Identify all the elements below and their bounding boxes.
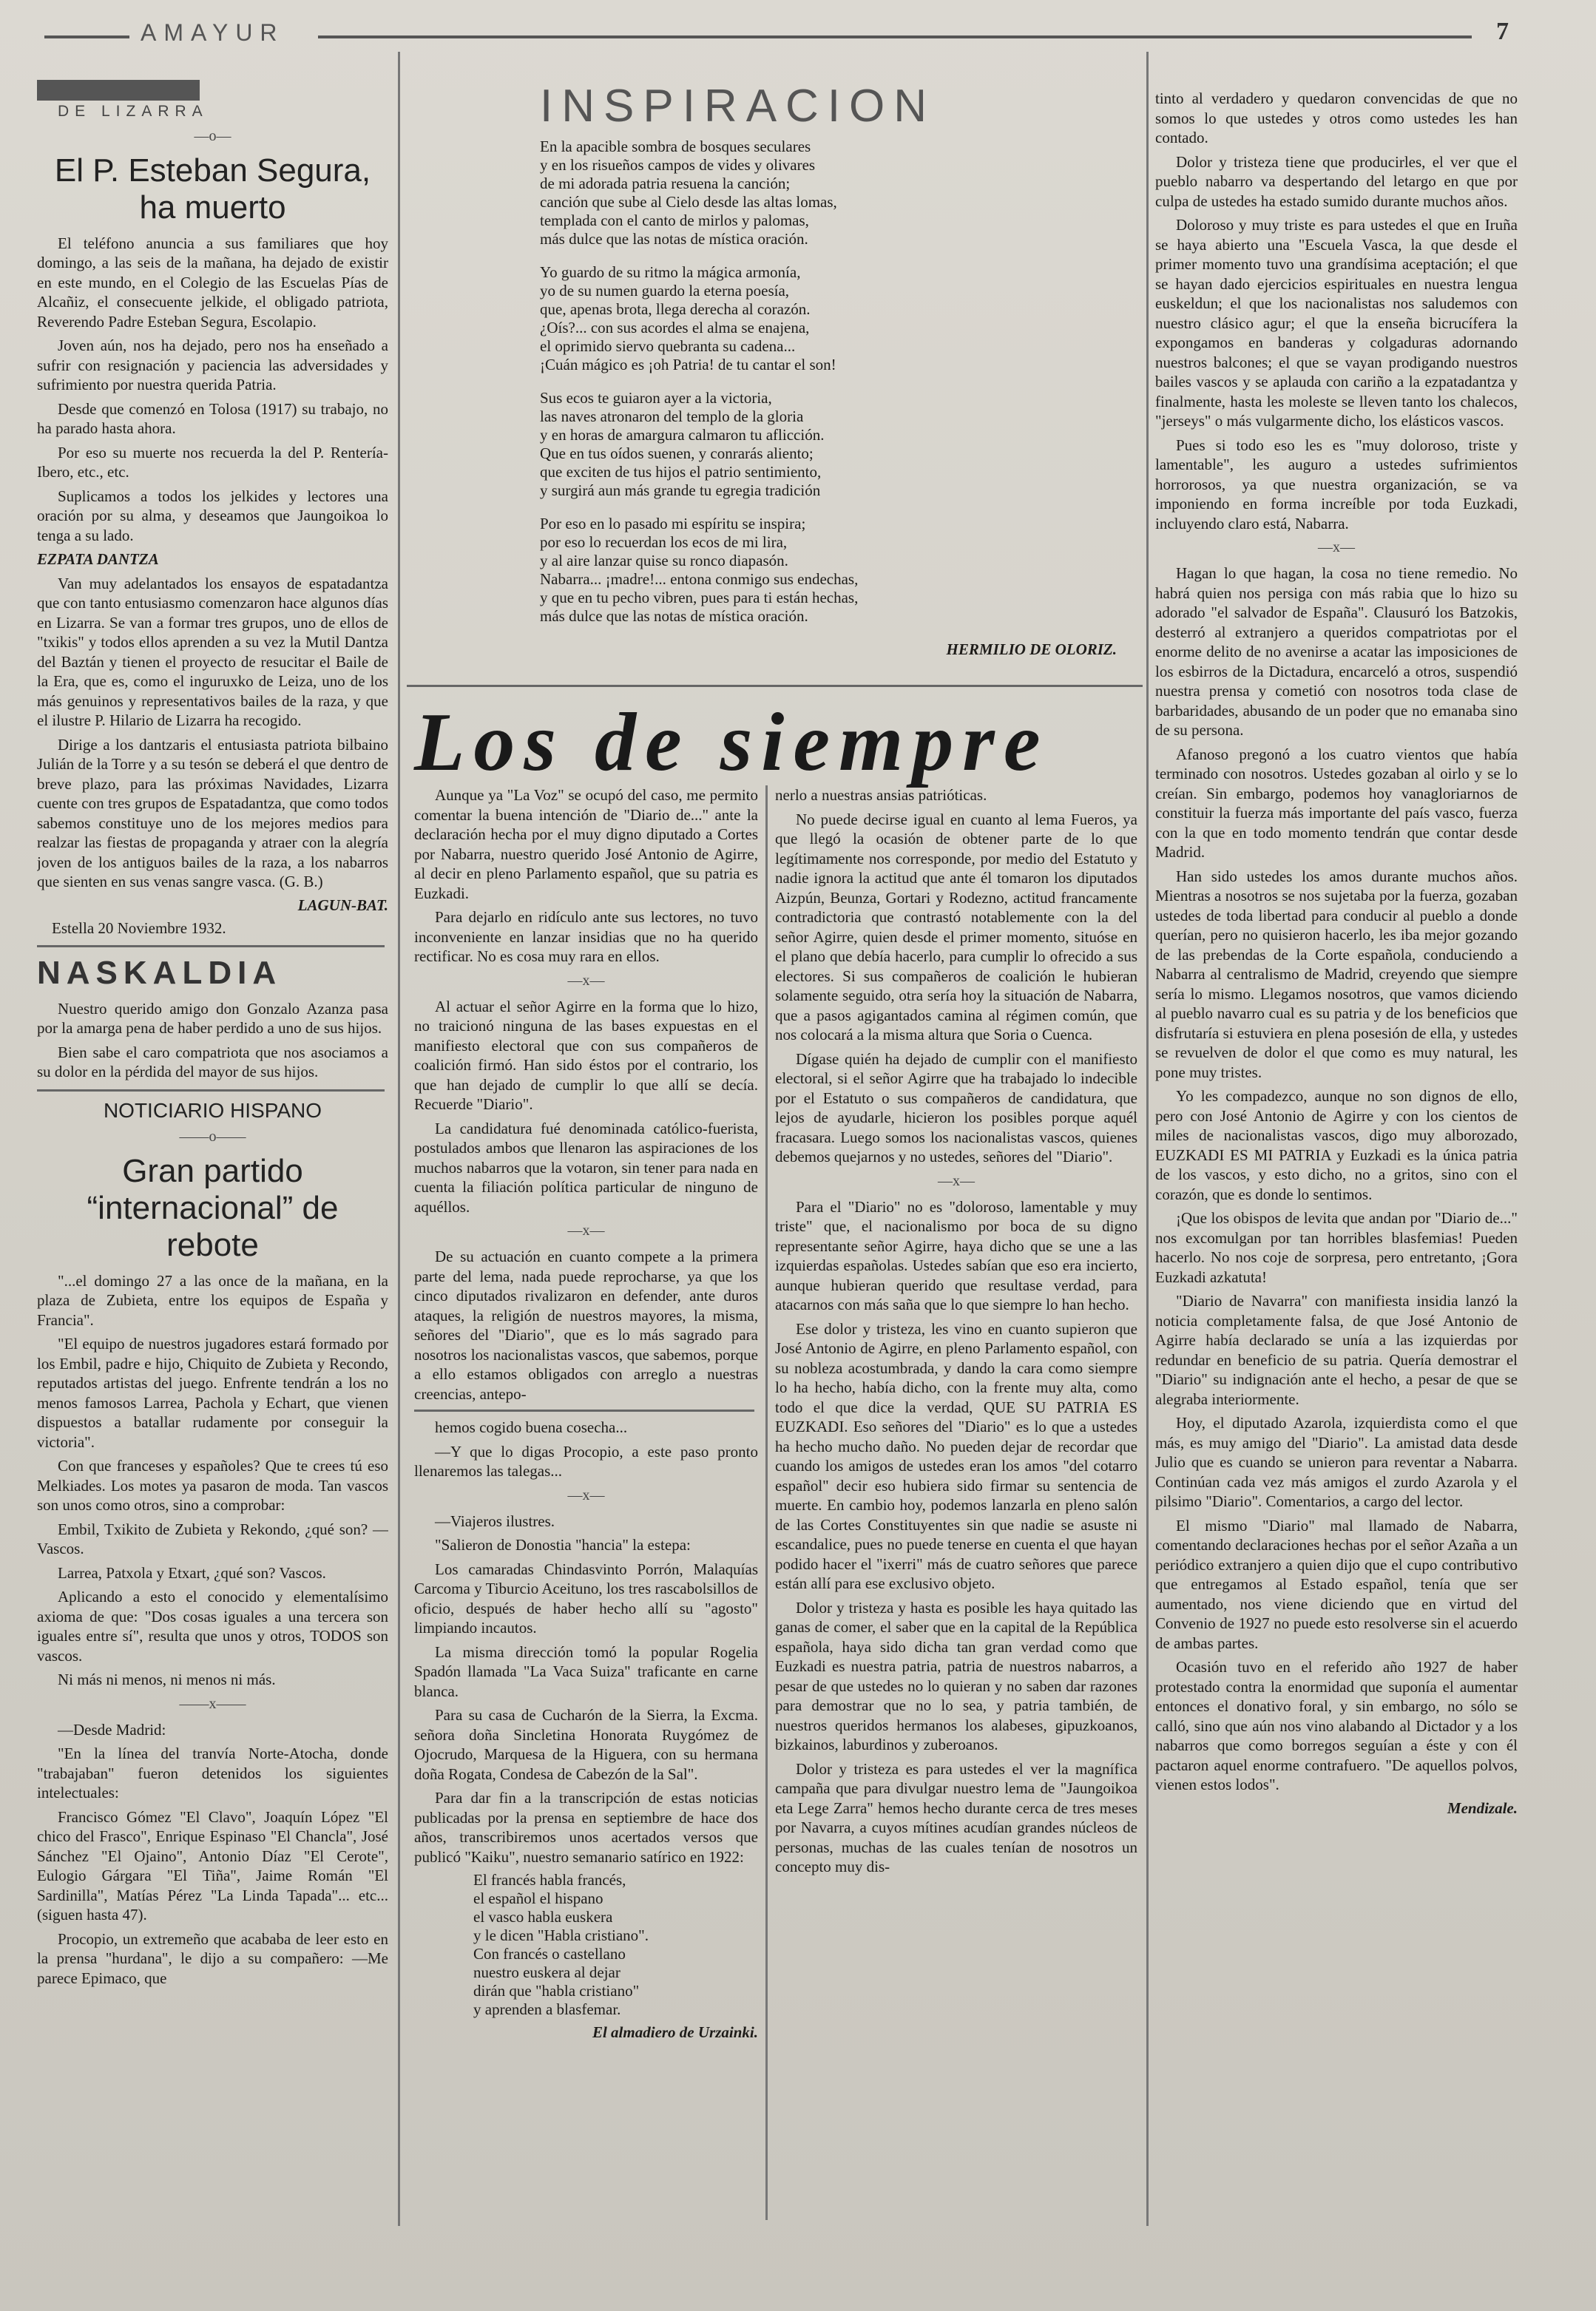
verse-line: más dulce que las notas de mística oración. [540, 607, 808, 625]
paragraph: "Diario de Navarra" con manifiesta insidia lanzó la noticia completamente falsa, de que José Antonio de Agirre había declarado se unía a las izquierdas por redundar en beneficio de su patria. Quería demostrar el "Diario" su indignación ante el hecho, a pesar de que se alegraba interiormente. [1155, 1292, 1518, 1408]
noticiario-title: NOTICIARIO HISPANO [103, 1098, 322, 1122]
verse-line: En la apacible sombra de bosques seculares [540, 138, 811, 155]
verse-line: y en horas de amargura calmaron tu aflicción. [540, 426, 825, 444]
paragraph: Para dejarlo en ridículo ante sus lectores, no tuvo inconveniente en lanzar insidias que no ha querido rectificar. No es cosa muy rara en ellos. [414, 908, 758, 965]
article-column-a [414, 785, 758, 2226]
section-rule [407, 685, 1143, 687]
paper-name: AMAYUR [141, 19, 285, 46]
verse-line: el vasco habla euskera [473, 1908, 613, 1926]
verse-line: yo de su numen guardo la eterna poesía, [540, 282, 790, 300]
column-rule [398, 52, 400, 2226]
paragraph: ¡Que los obispos de levita que andan por "Diario de..." nos excomulgan por tan horribles blasfemias! Pueden hacerlo. No nos coje de sorpresa, pero entretanto, ¡Gora Euzkadi azkatuta! [1155, 1209, 1518, 1286]
separator: ——x—— [179, 1695, 246, 1712]
masthead-rule [44, 35, 129, 38]
verse-line: Nabarra... ¡madre!... entona conmigo sus endechas, [540, 570, 859, 588]
verse-line: y en los risueños campos de vides y olivares [540, 156, 816, 174]
headline: El P. Esteban Segura, ha muerto [54, 152, 371, 226]
paragraph: Doloroso y muy triste es para ustedes el que en Iruña se haya abierto una "Escuela Vasca, la que desde el primer momento tuvo una grandísima aceptación; el que se hayan dado ejercicios espirituales en nuestra lengua euskeldun; el que los nacionalistas nos saludemos con nuestro clásico agur; el que la enseña bicrucífera la expongamos en banderas y colgaduras adornando nuestros balcones; el que se vayan prodigando nuestros bailes vascos y se aplauda con cariño a la ezpatadantza y finalmente, hasta les moleste se lleven tanto los chalecos, "jerseys" o más vulgarmente dicho, los elásticos vascos. [1155, 216, 1518, 430]
verse-line: El francés habla francés, [473, 1871, 626, 1889]
verse-line: más dulce que las notas de mística oración. [540, 230, 808, 248]
verse-line: por eso lo recuerdan los ecos de mi lira, [540, 533, 788, 551]
verse-line: dirán que "habla cristiano" [473, 1982, 640, 2000]
signature: El almadiero de Urzainki. [592, 2023, 758, 2041]
column-rule [1146, 52, 1149, 2226]
paragraph: Para dar fin a la transcripción de estas noticias publicadas por la prensa en septiembre de hace dos años, transcribiremos unos acertados versos que publicó "Kaiku", nuestro semanario satírico en 1922: [414, 1789, 758, 1866]
paragraph: Ese dolor y tristeza, les vino en cuanto supieron que José Antonio de Agirre, en pleno Parlamento español, con su nobleza acostumbrada, y dando la cara como siempre lo ha hecho, había dicho, con la frente muy alta, como todo el que dice la verdad, QUE SU PATRIA ES EUZKADI. Eso señores del "Diario" es lo que a ustedes ha hecho mucho daño. No pueden dejar de recordar que cuando los amigos de ustedes eran los amos "del cotarro español" decir eso hubiera sido firmar su sentencia de muerte. En cambio hoy, podemos lanzarla en pleno salón de las Cortes Constituyentes sin que nadie se asuste ni escandalice, pues no puede tenerse en cuenta el que hayan podido hacer el "ixerri" más de cuatro señores que parece están allí para ese exclusivo objeto. [775, 1319, 1137, 1592]
paragraph: —Y que lo digas Procopio, a este paso pronto llenaremos las talegas... [414, 1442, 758, 1480]
separator: —x— [567, 1222, 605, 1239]
paragraph: Dolor y tristeza tiene que producirles, el ver que el pueblo nabarro va despertando del letargo en que por culpa de ustedes ha estado sumido durante muchos años. [1155, 152, 1518, 210]
paragraph: Por eso su muerte nos recuerda la del P. Rentería-Ibero, etc., etc. [37, 443, 388, 481]
paragraph: Dolor y tristeza es para ustedes el ver la magnífica campaña que para divulgar nuestro lema de "Jaungoikoa eta Lege Zarra" hemos hecho durante cerca de tres meses por Navarra, a cuyos mítines acudían grandes núcleos de personas, muchas de las cuales tenían de nosotros un concepto muy dis- [775, 1759, 1137, 1875]
paragraph: Hoy, el diputado Azarola, izquierdista como el que más, es muy amigo del "Diario". La amistad data desde Julio que es cuando se unieron para reventar a Nabarra. Continúan cada vez más amigos el zurdo Azarola y el pilsimo "Diario". Comentarios, a cargo del lector. [1155, 1414, 1518, 1510]
paragraph: tinto al verdadero y quedaron convencidas de que no somos lo que ustedes y otros como ustedes les han contado. [1155, 89, 1518, 146]
paragraph: hemos cogido buena cosecha... [435, 1418, 628, 1436]
verse-line: ¿Oís?... con sus acordes el alma se enajena, [540, 319, 810, 336]
section-rule [414, 1410, 754, 1412]
paragraph: Han sido ustedes los amos durante muchos años. Mientras a nosotros se nos sujetaba por la fuerza, gozaban ustedes de toda libertad para conducir al pueblo a donde querían, pero no quisieron hacerlo, les iba mejor gozando de las prebendas de la Corte española, conduciendo a Nabarra al centralismo de Madrid, creyendo que siempre sería lo mismo. Llegamos nosotros, que vamos diciendo al pueblo navarro cual es su patria y de los beneficios que disfrutaría si estuviera en plena posesión de ella, y ustedes se revuelven de dolor el que como es muy natural, les pone muy tristes. [1155, 867, 1518, 1081]
paragraph: Al actuar el señor Agirre en la forma que lo hizo, no traicionó ninguna de las bases expuestas en el manifiesto electoral que con sus compañeros de coalición firmó. Han sido éstos por el contrario, los que han dejado de cumplir lo que allí se decía. Recuerde "Diario". [414, 997, 758, 1113]
column-left [37, 74, 388, 2226]
verse-line: y que en tu pecho vibren, pues para ti están hechas, [540, 589, 859, 606]
verse-line: de mi adorada patria resuena la canción; [540, 175, 791, 192]
paragraph: Ni más ni menos, ni menos ni más. [58, 1671, 276, 1688]
ornament: —o— [194, 127, 231, 144]
paragraph: Aunque ya "La Voz" se ocupó del caso, me permito comentar la buena intención de "Diario de..." ante la declaración hecha por el muy digno diputado a Cortes por Nabarra, nuestro querido José Antonio de Agirre, al decir en pleno Parlamento español, que su patria es Euzkadi. [414, 786, 758, 902]
article-title: Los de siempre [414, 697, 1049, 788]
verse-line: nuestro euskera al dejar [473, 1963, 621, 1981]
paragraph: La candidatura fué denominada católico-fuerista, postulados ambos que llenaron las aspiraciones de los muchos nabarros que la votaron, sin tener para nada en cuenta la filiación política particular de ninguno de aquéllos. [414, 1119, 758, 1216]
section-rule [37, 1089, 385, 1092]
paragraph: Nuestro querido amigo don Gonzalo Azanza pasa por la amarga pena de haber perdido a uno de sus hijos. [37, 999, 388, 1037]
article-column-b [775, 785, 1137, 2226]
page-number: 7 [1496, 18, 1509, 45]
paragraph: Suplicamos a todos los jelkides y lectores una oración por su alma, y deseamos que Jaungoikoa lo tenga a su lado. [37, 487, 388, 544]
verse-line: ¡Cuán mágico es ¡oh Patria! de tu cantar el son! [540, 356, 836, 373]
verse-line: y surgirá aun más grande tu egregia tradición [540, 481, 821, 499]
separator: —x— [938, 1172, 975, 1189]
signature: LAGUN-BAT. [297, 896, 388, 914]
paragraph: El mismo "Diario" mal llamado de Nabarra, comentando declaraciones hechas por el señor Azaña a un periódico extranjero a quien dijo que el cupo contributivo que entregamos al Estado español, tenía que ser aumentado, nos viene diciendo que en virtud del Convenio de 1927 no puede esto resolverse sin el acuerdo de ambas partes. [1155, 1516, 1518, 1652]
paragraph: Pues si todo eso les es "muy doloroso, triste y lamentable", les auguro a ustedes sufrimientos horrorosos, ya que nuestra organización, se va imponiendo en forma increíble por toda Euzkadi, incluyendo claro está, Nabarra. [1155, 436, 1518, 532]
headline: Gran partido “internacional” de rebote [87, 1152, 339, 1263]
paragraph: Procopio, un extremeño que acababa de leer esto en la prensa "hurdana", le dijo a su compañero: —Me parece Epimaco, que [37, 1929, 388, 1987]
verse-line: y al aire lanzar quise su ronco diapasón. [540, 552, 788, 569]
subheading: EZPATA DANTZA [37, 550, 159, 568]
paragraph: Larrea, Patxola y Etxart, ¿qué son? Vascos. [58, 1563, 326, 1582]
paragraph: Para el "Diario" no es "doloroso, lamentable y muy triste" que, el nacionalismo por boca de su digno representante señor Agirre, haya dicho que se une a las izquierdas españolas. Ustedes sabían que eso era incierto, aunque hubieran querido que resultase verdad, para atacarnos con más saña que lo que siempre lo han hecho. [775, 1197, 1137, 1313]
poem [414, 1871, 758, 2019]
section-rule [37, 945, 385, 947]
paragraph: Bien sabe el caro compatriota que nos asociamos a su dolor en la pérdida del mayor de sus hijos. [37, 1043, 388, 1080]
dateline: Estella 20 Noviembre 1932. [52, 918, 226, 937]
paragraph: "El equipo de nuestros jugadores estará formado por los Embil, padre e hijo, Chiquito de Zubieta y Recondo, reputados artistas del juego. Enfrente tendrán a los no menos famosos Larrea, Pachola y Echart, que vienen dispuestos a batallar rudamente por conseguir la victoria". [37, 1335, 388, 1451]
paragraph: La misma dirección tomó la popular Rogelia Spadón llamada "La Vaca Suiza" traficante en carne blanca. [414, 1642, 758, 1700]
paragraph: El teléfono anuncia a sus familiares que hoy domingo, a las seis de la mañana, ha dejado de existir en este mundo, en el Colegio de las Escuelas Pías de Alcañiz, el consecuente jelkide, el obligado patriota, Reverendo Padre Esteban Segura, Escolapio. [37, 234, 388, 331]
verse-line: Con francés o castellano [473, 1945, 626, 1963]
paragraph: "En la línea del tranvía Norte-Atocha, donde "trabajaban" fueron detenidos los siguientes intelectuales: [37, 1745, 388, 1801]
column-right [1155, 89, 1518, 2226]
verse-line: las naves atronaron del templo de la gloria [540, 407, 804, 425]
paragraph: Desde que comenzó en Tolosa (1917) su trabajo, no ha parado hasta ahora. [37, 399, 388, 437]
column-rule [765, 785, 768, 2220]
paragraph: Joven aún, nos ha dejado, pero nos ha enseñado a sufrir con resignación y paciencia las adversidades y sufrimiento por nuestra querida Patria. [37, 336, 388, 393]
paragraph: Van muy adelantados los ensayos de espatadantza que con tanto entusiasmo comenzaron hace algunos días en Lizarra. Se van a formar tres grupos, uno de ellos de "txikis" y todos ellos aprenden a su vez la Mutil Dantza del Baztán y tienen el proyecto de resucitar el Baile de la Era, que es, como el inguruxko de Leiza, uno de los más genuinos y representativos bailes de la raza, y que el ilustre P. Hilario de Lizarra ha recogido. [37, 574, 388, 729]
masthead [44, 16, 1538, 61]
paragraph: Francisco Gómez "El Clavo", Joaquín López "El chico del Frasco", Enrique Espinaso "El Chancla", José Sánchez "El Ojaino", Antonio Díaz "El Cerote", Eulogio Gárgara "El Tiña", Jaime Román "El Sardinilla", Matías Pérez "La Linda Tapada"... etc... (siguen hasta 47). [37, 1807, 388, 1923]
verse-line: Que en tus oídos suenen, y conrarás aliento; [540, 444, 814, 462]
separator: —x— [1318, 539, 1355, 555]
paragraph: Yo les compadezco, aunque no son dignos de ello, pero con José Antonio de Agirre y con los cientos de miles de nacionalistas vascos, digo muy alborozado, EUZKADI ES MI PATRIA y Euzkadi es la única patria de los vascos, y esto dicho, no a gritos, sino con el corazón, que es donde lo sentimos. [1155, 1087, 1518, 1203]
paragraph: Embil, Txikito de Zubieta y Rekondo, ¿qué son? —Vascos. [37, 1520, 388, 1557]
paragraph: Para su casa de Cucharón de la Sierra, la Excma. señora doña Sincletina Honorata Ruygómez de Ojocrudo, Marquesa de la Higuera, con su hermana doña Rogata, Condesa de Cabezón de la Sal". [414, 1706, 758, 1783]
ornament: ——o—— [179, 1128, 246, 1145]
verse-line: canción que sube al Cielo desde las altas lomas, [540, 193, 837, 211]
verse-line: Yo guardo de su ritmo la mágica armonía, [540, 263, 801, 281]
verse-line: Por eso en lo pasado mi espíritu se inspira; [540, 515, 806, 532]
verse-line: que, apenas brota, llega derecha al corazón. [540, 300, 811, 318]
paragraph: Aplicando a esto el conocido y elementalísimo axioma de que: "Dos cosas iguales a una tercera son iguales entre sí", resulta que unos y otros, TODOS son vascos. [37, 1588, 388, 1665]
stanza [540, 515, 1117, 626]
verse-line: templada con el canto de mirlos y palomas, [540, 212, 809, 229]
paragraph: No puede decirse igual en cuanto al lema Fueros, ya que llegó la ocasión de obtener parte de lo que legítimamente nos corresponde, por medio del Estatuto y nadie ignora la actitud que ante él tomaron los diputados Aizpún, Beunza, Gortari y Rodezno, actitud francamente contradictoria que contrastó notablemente con la del señor Agirre, quien desde el primer momento, situóse en el plano que debía hacerlo, para cumplir lo ofrecido a sus electores. Si sus compañeros de coalición le hubieran solamente seguido, otra sería hoy la situación de Nabarra, que a pasos agigantados camina al régimen común, que nos colocará a la misma altura que Soria o Cuenca. [775, 810, 1137, 1043]
verse-line: y aprenden a blasfemar. [473, 2000, 621, 2018]
masthead-rule [318, 35, 1472, 38]
paragraph: Ocasión tuvo en el referido año 1927 de haber protestado contra la enormidad que suponía el aumentar entonces el donativo foral, y sin embargo, no sólo se calló, sino que aún nos vino alabando al Dictador y a los nabarros que como borregos seguían a éste y con él pactaron aquel enorme contrafuero. "De aquellos polvos, vienen estos lodos". [1155, 1658, 1518, 1793]
paragraph: Hagan lo que hagan, la cosa no tiene remedio. No habrá quien nos persiga con más rabia que lo hizo su adorado "el salvador de España". Clausuró los Batzokis, desterró al extranjero a queridos compatriotas por el enorme delito de no avenirse a acatar las imposiciones de los esbirros de la Dictadura, encarceló a otros, suspendió nuestra prensa y cometió con nosotros toda clase de barbaridades, abusando de un poder que no emanaba sino de su persona. [1155, 564, 1518, 739]
paragraph: Dígase quién ha dejado de cumplir con el manifiesto electoral, si el señor Agirre que ha trabajado lo indecible por el Estatuto o sus compañeros de candidatura, que lejos de ayudarle, hicieron los posibles porque aquél fracasara. Luego somos los nacionalistas vascos, quienes debemos quejarnos y no ustedes, señores del "Diario". [775, 1049, 1137, 1165]
paragraph: —Viajeros ilustres. [435, 1512, 555, 1530]
naskaldia-title: NASKALDIA [37, 954, 283, 991]
signature: HERMILIO DE OLORIZ. [946, 640, 1117, 658]
paragraph: Dolor y tristeza y hasta es posible les haya quitado las ganas de comer, el saber que en la capital de la República española, haya sido dicha tan gran verdad como que Euzkadi es nuestra patria, patria de nuestros nabarros, a pesar de que ustedes no lo quieran y no saben dar razones para demostrar que no lo sea, y patria también, de nuestros queridos hermanos los alabeses, gipuzkoanos, bizkainos, laburdinos y zuberoanos. [775, 1598, 1137, 1753]
section-title: DE LIZARRA [58, 103, 209, 120]
paragraph: Los camaradas Chindasvinto Porrón, Malaquías Carcoma y Tiburcio Aceituno, los tres rascabolsillos de oficio, después de haber hecho allí su "agosto" limpiando incautos. [414, 1560, 758, 1637]
verse-line: el español el hispano [473, 1889, 603, 1907]
separator: —x— [567, 972, 605, 989]
stanza [540, 263, 1117, 374]
poem [540, 138, 1117, 670]
paragraph: nerlo a nuestras ansias patrióticas. [775, 786, 987, 804]
verse-line: y le dicen "Habla cristiano". [473, 1926, 649, 1944]
verse-line: Sus ecos te guiaron ayer a la victoria, [540, 389, 772, 407]
paragraph: "...el domingo 27 a las once de la mañana, en la plaza de Zubieta, entre los equipos de España y Francia". [37, 1271, 388, 1329]
paragraph: Con que franceses y españoles? Que te crees tú eso Melkiades. Los motes ya pasaron de moda. Tan vascos son unos como otros, sino a comprobar: [37, 1457, 388, 1514]
paragraph: Afanoso pregonó a los cuatro vientos que había terminado con nosotros. Ustedes gozaban al oirlo y se lo creían. Sin embargo, podemos hoy vanagloriarnos de constituir la fuerza más importante del país vasco, fuerza con la que en todo momento tendrán que contar desde Madrid. [1155, 745, 1518, 861]
verse-line: el oprimido siervo quebranta su cadena... [540, 337, 796, 355]
verse-line: que exciten de tus hijos el patrio sentimiento, [540, 463, 822, 481]
stanza [540, 138, 1117, 248]
signature: Mendizale. [1447, 1799, 1518, 1817]
stanza [540, 389, 1117, 500]
section-bar [37, 80, 200, 101]
paragraph: "Salieron de Donostia "hancia" la estepa: [435, 1536, 691, 1554]
poem-title: INSPIRACION [540, 81, 936, 132]
paragraph: Dirige a los dantzaris el entusiasta patriota bilbaino Julián de la Torre y a su tesón se deberá el que dentro de breve plazo, para las próximas Navidades, Lizarra cuente con tres grupos de Espatadantza, que como todos sabemos constituye uno de los mejores medios para realzar las fiestas de propaganda y atraer con la alegría joven de los antiguos bailes de la raza, a los nabarros que sienten en sus venas sangre vasca. (G. B.) [37, 735, 388, 890]
separator: —x— [567, 1486, 605, 1503]
paragraph: —Desde Madrid: [58, 1720, 166, 1739]
paragraph: De su actuación en cuanto compete a la primera parte del lema, nada puede reprocharse, ya que los cinco diputados rivalizaron en defender, ante duros ataques, la religión de nuestros mayores, la misma, señores del "Diario", que es lo más sagrado para nosotros los nacionalistas vascos, que sabemos, porque a ello estamos obligados con arreglo a nuestras creencias, antepo- [414, 1248, 758, 1403]
